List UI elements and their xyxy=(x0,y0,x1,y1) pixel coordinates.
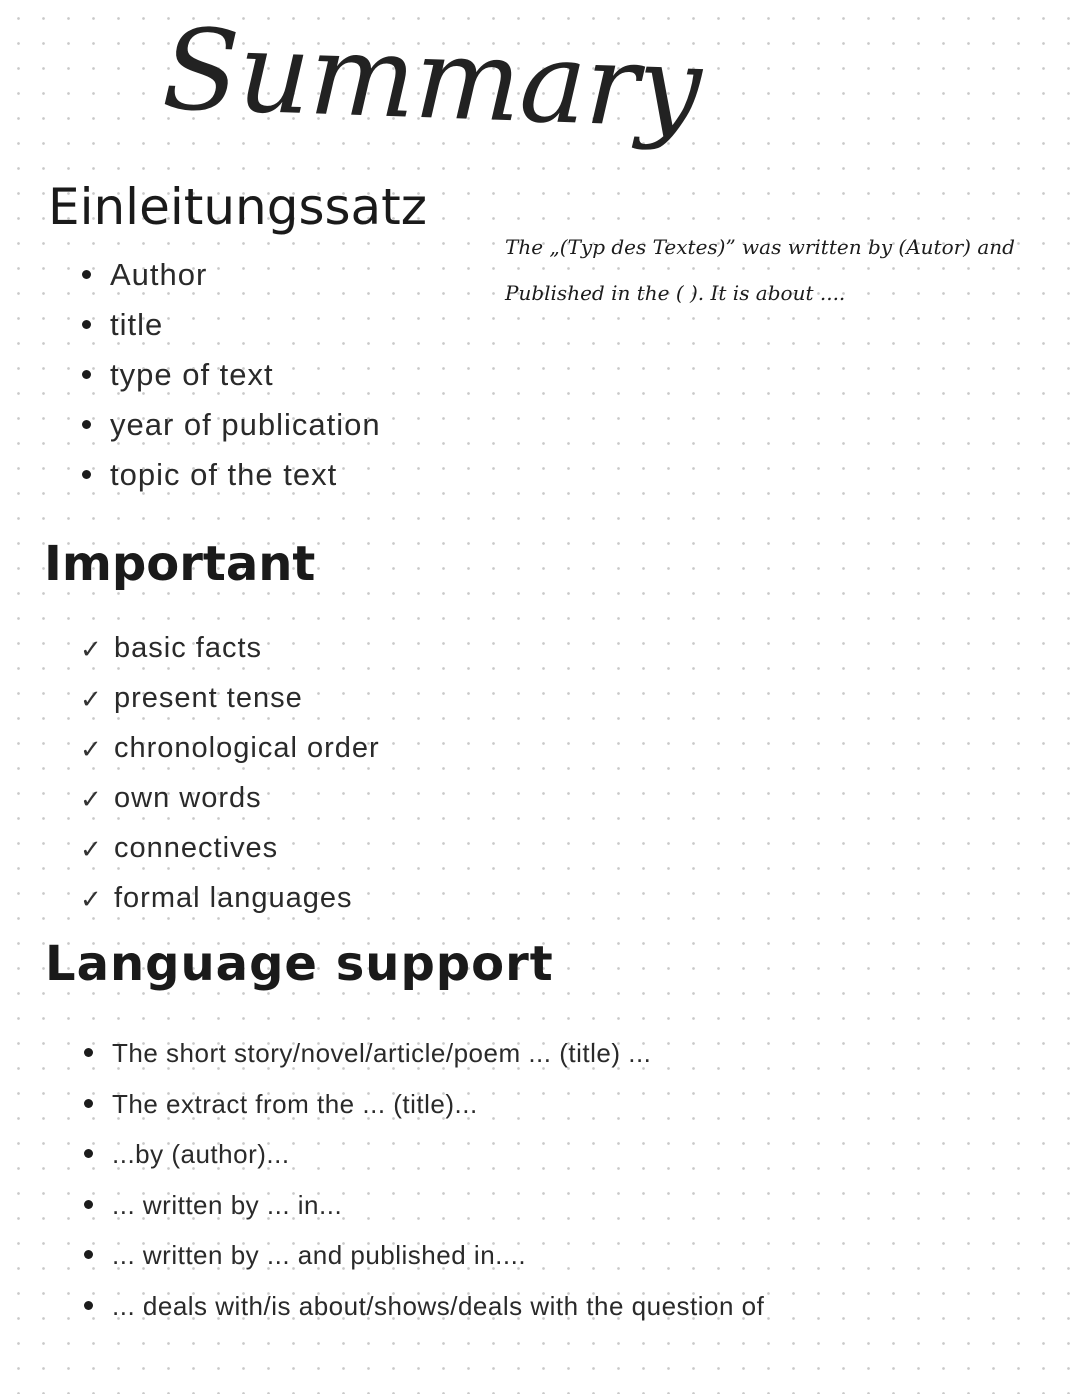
important-list xyxy=(80,623,380,923)
check-mark-icon: ✓ xyxy=(80,835,103,865)
bullet-dot-icon xyxy=(84,1099,93,1108)
list-item-label: ... deals with/is about/shows/deals with the question of xyxy=(112,1290,765,1321)
language-list xyxy=(112,1028,764,1331)
list-item-label: The extract from the ... (title)... xyxy=(112,1088,478,1119)
list-item xyxy=(80,823,380,873)
bullet-dot-icon xyxy=(84,1149,93,1158)
section-heading-einleitungssatz: Einleitungssatz xyxy=(48,178,428,236)
list-item xyxy=(110,350,381,400)
list-item xyxy=(112,1028,764,1079)
bullet-dot-icon xyxy=(84,1301,93,1310)
list-item-label: connectives xyxy=(114,832,279,864)
list-item xyxy=(80,873,380,923)
list-item-label: title xyxy=(110,307,164,342)
check-mark-icon: ✓ xyxy=(80,685,103,715)
list-item-label: ... written by ... in... xyxy=(112,1189,343,1220)
list-item xyxy=(80,773,380,823)
template-line: Published in the ( ). It is about .... xyxy=(505,281,846,305)
list-item-label: topic of the text xyxy=(110,457,338,492)
bullet-dot-icon xyxy=(84,1048,93,1057)
list-item xyxy=(112,1180,764,1231)
list-item xyxy=(110,450,381,500)
list-item xyxy=(112,1129,764,1180)
bullet-dot-icon xyxy=(82,320,91,329)
list-item-label: chronological order xyxy=(114,732,380,764)
list-item xyxy=(80,723,380,773)
list-item xyxy=(80,623,380,673)
check-mark-icon: ✓ xyxy=(80,785,103,815)
section-heading-language-support: Language support xyxy=(45,936,554,992)
list-item-label: own words xyxy=(114,782,262,814)
einleitung-list xyxy=(110,250,381,500)
bullet-dot-icon xyxy=(84,1250,93,1259)
check-mark-icon: ✓ xyxy=(80,735,103,765)
list-item xyxy=(80,673,380,723)
list-item-label: The short story/novel/article/poem ... (title) ... xyxy=(112,1038,652,1068)
list-item xyxy=(110,250,381,300)
list-item-label: type of text xyxy=(110,357,274,392)
template-line: The „(Typ des Textes)” was written by (Autor) and xyxy=(505,235,1015,259)
list-item-label: basic facts xyxy=(114,632,262,664)
list-item-label: ... written by ... and published in.... xyxy=(112,1240,527,1270)
bullet-dot-icon xyxy=(82,270,91,279)
list-item-label: formal languages xyxy=(114,882,353,914)
list-item xyxy=(112,1230,764,1281)
check-mark-icon: ✓ xyxy=(80,885,103,915)
check-mark-icon: ✓ xyxy=(80,635,103,665)
bullet-dot-icon xyxy=(82,470,91,479)
intro-sentence-template xyxy=(505,224,1035,316)
page-title: Summary xyxy=(160,5,703,154)
list-item-label: ...by (author)... xyxy=(112,1139,290,1169)
list-item xyxy=(110,400,381,450)
list-item-label: Author xyxy=(110,257,208,292)
list-item-label: year of publication xyxy=(110,407,381,442)
list-item xyxy=(112,1079,764,1130)
bullet-dot-icon xyxy=(82,420,91,429)
bullet-dot-icon xyxy=(82,370,91,379)
bullet-dot-icon xyxy=(84,1200,93,1209)
list-item xyxy=(110,300,381,350)
section-heading-important: Important xyxy=(44,536,316,592)
list-item xyxy=(112,1281,764,1332)
list-item-label: present tense xyxy=(114,682,303,714)
